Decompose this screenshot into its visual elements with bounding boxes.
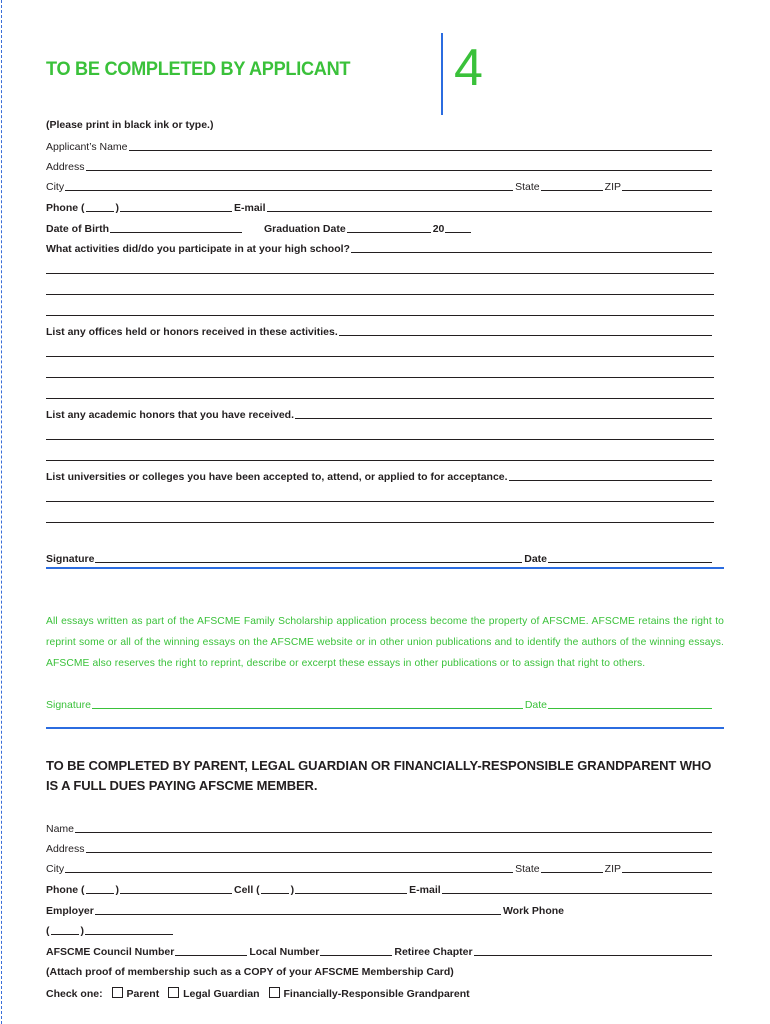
legal-guardian-option-label: Legal Guardian: [183, 988, 260, 1000]
applicant-state-field[interactable]: [541, 179, 603, 191]
parent-email-field[interactable]: [442, 882, 712, 894]
academic-line[interactable]: [46, 439, 714, 440]
work-phone-area-field[interactable]: [51, 923, 79, 935]
local-number-field[interactable]: [320, 944, 392, 956]
council-number-field[interactable]: [175, 944, 247, 956]
legal-guardian-checkbox[interactable]: [168, 987, 179, 998]
parent-email-label: E-mail: [409, 884, 441, 896]
parent-work-phone-row: [46, 923, 714, 937]
activities-line[interactable]: [46, 294, 714, 295]
applicant-grad-year-prefix: 20: [432, 223, 445, 235]
applicant-email-label: E-mail: [234, 202, 266, 214]
parent-name-field[interactable]: [75, 821, 712, 833]
essay-date-field[interactable]: [548, 697, 712, 709]
retiree-chapter-field[interactable]: [474, 944, 712, 956]
grandparent-checkbox[interactable]: [269, 987, 280, 998]
applicant-address-row: [46, 159, 714, 173]
activities-row: [46, 241, 714, 255]
applicant-grad-year-field[interactable]: [445, 221, 471, 233]
applicant-zip-field[interactable]: [622, 179, 712, 191]
page-number: 4: [454, 39, 483, 97]
activities-line[interactable]: [46, 315, 714, 316]
parent-cell-close: ): [290, 884, 295, 896]
colleges-line[interactable]: [46, 501, 714, 502]
membership-proof-note: (Attach proof of membership such as a COPY of your AFSCME Membership Card): [46, 966, 454, 978]
applicant-zip-label: ZIP: [604, 181, 621, 193]
essay-signature-field[interactable]: [92, 697, 523, 709]
parent-city-field[interactable]: [65, 861, 513, 873]
applicant-signature-row: [46, 551, 714, 565]
parent-option-label: Parent: [126, 988, 160, 1000]
local-number-label: Local Number: [249, 946, 320, 958]
activities-label: What activities did/do you participate in at your high school?: [46, 243, 350, 255]
applicant-grad-month-field[interactable]: [347, 221, 431, 233]
parent-phone-field[interactable]: [120, 882, 232, 894]
applicant-signature-field[interactable]: [95, 551, 522, 563]
print-instruction-text: (Please print in black ink or type.): [46, 119, 214, 131]
applicant-address-label: Address: [46, 161, 85, 173]
perforation-edge: [1, 0, 2, 1024]
colleges-field[interactable]: [509, 469, 712, 481]
applicant-phone-close: ): [115, 202, 119, 214]
parent-cell-area-field[interactable]: [261, 882, 289, 894]
applicant-state-label: State: [515, 181, 540, 193]
parent-name-row: [46, 821, 714, 835]
work-phone-open: (: [46, 925, 50, 937]
offices-row: [46, 324, 714, 338]
offices-line[interactable]: [46, 377, 714, 378]
work-phone-close: ): [80, 925, 84, 937]
applicant-signature-label: Signature: [46, 553, 95, 565]
applicant-dob-label: Date of Birth: [46, 223, 109, 235]
parent-phone-area-field[interactable]: [86, 882, 114, 894]
section-divider: [46, 567, 724, 569]
applicant-phone-row: [46, 200, 714, 214]
offices-label: List any offices held or honors received in these activities.: [46, 326, 338, 338]
parent-city-row: [46, 861, 714, 875]
applicant-phone-area-field[interactable]: [86, 200, 114, 212]
colleges-row: [46, 469, 714, 483]
academic-line[interactable]: [46, 460, 714, 461]
offices-field[interactable]: [339, 324, 712, 336]
colleges-label: List universities or colleges you have been accepted to, attend, or applied to for acceptance.: [46, 471, 508, 483]
council-number-label: AFSCME Council Number: [46, 946, 175, 958]
parent-employer-field[interactable]: [95, 903, 501, 915]
parent-address-field[interactable]: [86, 841, 712, 853]
parent-address-label: Address: [46, 843, 85, 855]
applicant-section-heading: TO BE COMPLETED BY APPLICANT: [46, 58, 351, 80]
applicant-email-field[interactable]: [267, 200, 712, 212]
applicant-city-label: City: [46, 181, 65, 193]
parent-state-field[interactable]: [541, 861, 603, 873]
parent-section-heading: TO BE COMPLETED BY PARENT, LEGAL GUARDIAN OR FINANCIALLY-RESPONSIBLE GRANDPARENT WHO IS A FULL DUES PAYING AFSCME MEMBER.: [46, 758, 712, 793]
parent-state-label: State: [515, 863, 540, 875]
applicant-name-label: Applicant’s Name: [46, 141, 128, 153]
academic-field[interactable]: [295, 407, 712, 419]
check-one-label: Check one:: [46, 988, 103, 1000]
applicant-city-field[interactable]: [65, 179, 513, 191]
applicant-date-field[interactable]: [548, 551, 712, 563]
applicant-dob-field[interactable]: [110, 221, 242, 233]
applicant-dob-row: [46, 221, 714, 235]
parent-zip-label: ZIP: [604, 863, 621, 875]
print-instruction: [46, 117, 714, 131]
essay-signature-label: Signature: [46, 699, 91, 711]
parent-address-row: [46, 841, 714, 855]
essay-date-label: Date: [524, 699, 547, 711]
parent-cell-label: Cell (: [234, 884, 260, 896]
activities-line[interactable]: [46, 273, 714, 274]
parent-phone-label: Phone (: [46, 884, 85, 896]
parent-name-label: Name: [46, 823, 75, 835]
essay-signature-row: [46, 697, 714, 711]
parent-cell-field[interactable]: [295, 882, 407, 894]
grandparent-option-label: Financially-Responsible Grandparent: [283, 988, 470, 1000]
section-divider: [46, 727, 724, 729]
retiree-chapter-label: Retiree Chapter: [394, 946, 473, 958]
colleges-line[interactable]: [46, 522, 714, 523]
applicant-name-row: [46, 139, 714, 153]
parent-zip-field[interactable]: [622, 861, 712, 873]
academic-row: [46, 407, 714, 421]
offices-line[interactable]: [46, 398, 714, 399]
activities-field[interactable]: [351, 241, 712, 253]
relationship-check-row: [46, 987, 470, 1000]
page-number-divider: [441, 33, 443, 115]
academic-label: List any academic honors that you have received.: [46, 409, 295, 421]
parent-work-phone-label: Work Phone: [502, 905, 564, 917]
work-phone-field[interactable]: [85, 923, 173, 935]
parent-phone-close: ): [115, 884, 119, 896]
applicant-phone-label: Phone (: [46, 202, 85, 214]
applicant-address-field[interactable]: [86, 159, 712, 171]
parent-checkbox[interactable]: [112, 987, 123, 998]
parent-afscme-row: [46, 944, 714, 958]
parent-employer-row: [46, 903, 714, 917]
applicant-date-label: Date: [524, 553, 547, 565]
applicant-name-field[interactable]: [129, 139, 712, 151]
essay-rights-notice: All essays written as part of the AFSCME Family Scholarship application process become the property of AFSCME. AFSCME retains the right to reprint some or all of the winning essays on the AFSCME website or in other union publications and to identify the authors of the winning essays. AFSCME also reserves the right to reprint, describe or excerpt these essays in other publications or to assign that right to others.: [46, 616, 724, 669]
parent-employer-label: Employer: [46, 905, 94, 917]
applicant-grad-label: Graduation Date: [264, 223, 346, 235]
parent-city-label: City: [46, 863, 65, 875]
applicant-city-row: [46, 179, 714, 193]
applicant-phone-field[interactable]: [120, 200, 232, 212]
offices-line[interactable]: [46, 356, 714, 357]
parent-phone-row: [46, 882, 714, 896]
